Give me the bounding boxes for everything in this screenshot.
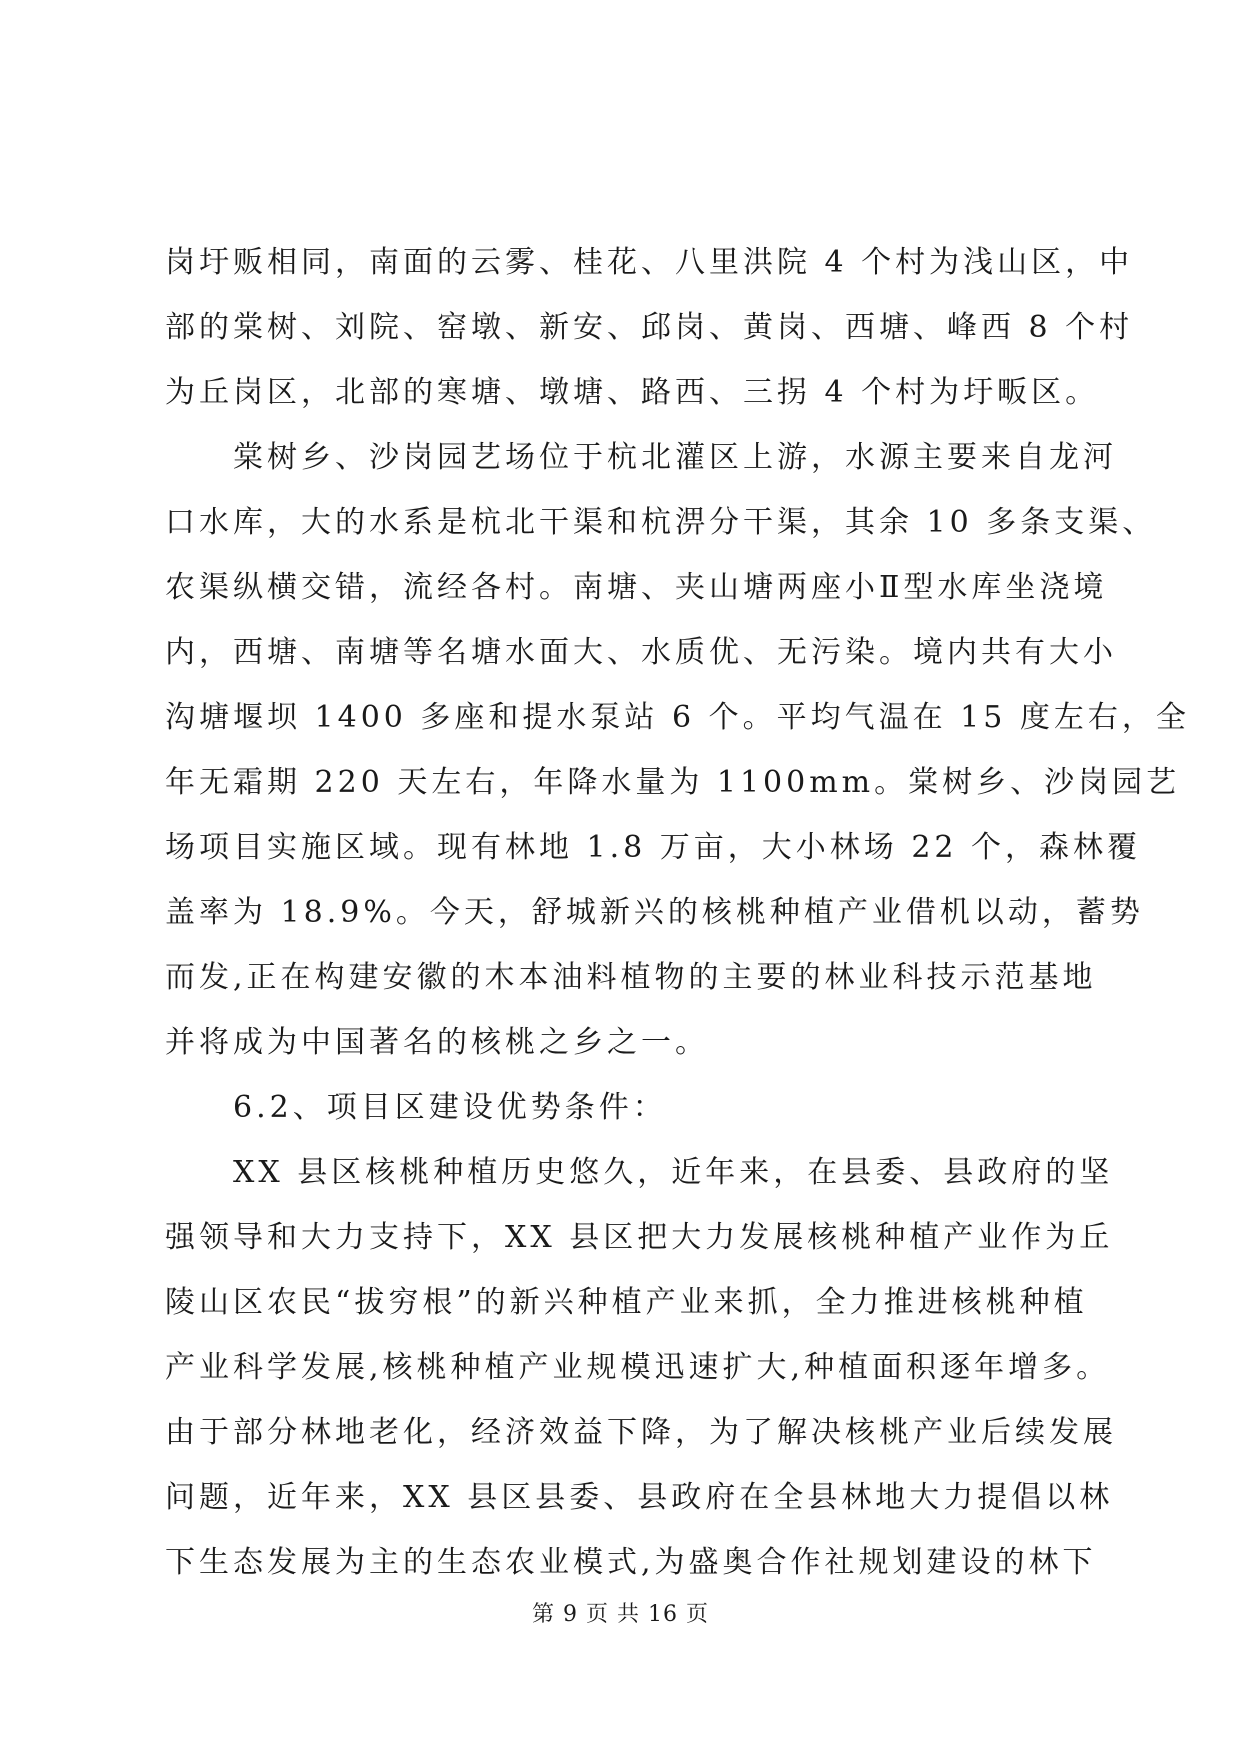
text-line: 陵山区农民“拔穷根”的新兴种植产业来抓，全力推进核桃种植 [165, 1285, 1088, 1320]
text-line: 农渠纵横交错，流经各村。南塘、夹山塘两座小Ⅱ型水库坐浇境 [165, 570, 1108, 605]
text-line: 由于部分林地老化，经济效益下降，为了解决核桃产业后续发展 [165, 1415, 1117, 1450]
text-line: 口水库，大的水系是杭北干渠和杭淠分干渠，其余 10 多条支渠、 [165, 505, 1157, 540]
text-line: 年无霜期 220 天左右，年降水量为 1100mm。棠树乡、沙岗园艺 [165, 765, 1181, 800]
text-line: 盖率为 18.9%。今天，舒城新兴的核桃种植产业借机以动，蓄势 [165, 895, 1144, 930]
page-number: 第 9 页 共 16 页 [532, 1602, 709, 1627]
section-heading: 6.2、项目区建设优势条件： [165, 1090, 667, 1125]
text-line: 场项目实施区域。现有林地 1.8 万亩，大小林场 22 个，森林覆 [165, 830, 1142, 865]
text-line: 而发,正在构建安徽的木本油料植物的主要的林业科技示范基地 [165, 960, 1097, 995]
text-line: 强领导和大力支持下，XX 县区把大力发展核桃种植产业作为丘 [165, 1220, 1114, 1255]
text-line: 沟塘堰坝 1400 多座和提水泵站 6 个。平均气温在 15 度左右，全 [165, 700, 1190, 735]
text-line: 产业科学发展,核桃种植产业规模迅速扩大,种植面积逐年增多。 [165, 1350, 1111, 1385]
text-line: 并将成为中国著名的核桃之乡之一。 [165, 1025, 709, 1060]
text-line: XX 县区核桃种植历史悠久，近年来，在县委、县政府的坚 [165, 1155, 1114, 1190]
text-line: 问题，近年来，XX 县区县委、县政府在全县林地大力提倡以林 [165, 1480, 1114, 1515]
text-line: 下生态发展为主的生态农业模式,为盛奥合作社规划建设的林下 [165, 1545, 1097, 1580]
text-line: 部的棠树、刘院、窑墩、新安、邱岗、黄岗、西塘、峰西 8 个村 [165, 310, 1134, 345]
text-line: 内，西塘、南塘等名塘水面大、水质优、无污染。境内共有大小 [165, 635, 1117, 670]
text-line: 棠树乡、沙岗园艺场位于杭北灌区上游，水源主要来自龙河 [165, 440, 1117, 475]
text-line: 为丘岗区，北部的寒塘、墩塘、路西、三拐 4 个村为圩畈区。 [165, 375, 1100, 410]
body-text [165, 230, 1190, 1595]
text-line: 岗圩贩相同，南面的云雾、桂花、八里洪院 4 个村为浅山区，中 [165, 245, 1134, 280]
